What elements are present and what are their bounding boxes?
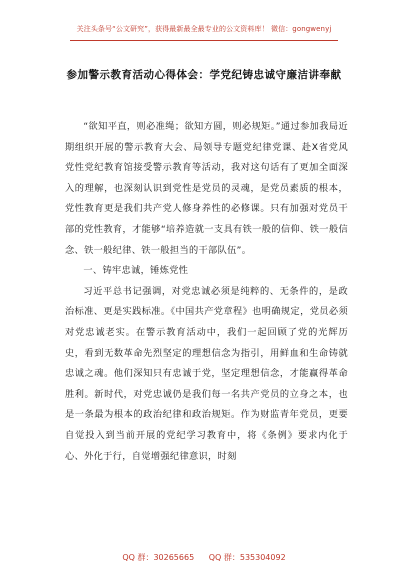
- document-title: 参加警示教育活动心得体会：学党纪铸忠诚守廉洁讲奉献: [66, 69, 342, 81]
- footer-qq-group-1: QQ 群：30265665: [122, 553, 195, 562]
- section-heading: 一、铸牢忠诚，锤炼党性: [83, 265, 189, 277]
- intro-paragraph: “欲知平直，则必准绳；欲知方圆，则必规矩。”通过参加我局近期组织开展的警示教育大会、局领导专题党纪律党课、赴X省党风党性党纪教育馆接受警示教育等活动，我对这句话有了更加全面深入的理解，也深刻认识到党性是党员的灵魂，是党员素质的根本，党性教育更是我们共产党人修身养性的必修课。只有加强对党员干部的党性教育，才能够“培养造就一支具有铁一般的信仰、铁一般信念、铁一般纪律、铁一般担当的干部队伍”。: [65, 121, 348, 256]
- header-banner: 关注头条号“公文研究”，获得最新最全最专业的公文资料库！ 微信：gongwenyj: [76, 25, 332, 33]
- document-body: [65, 117, 348, 467]
- footer-qq-group-2: QQ 群：535304092: [208, 553, 286, 562]
- header-divider: [70, 40, 338, 41]
- footer-contact: [0, 552, 408, 563]
- section-paragraph: 习近平总书记强调，对党忠诚必须是纯粹的、无条件的，是政治标准、更是实践标准。《中国共产党章程》也明确规定，党员必须对党忠诚老实。在警示教育活动中，我们一起回顾了党的光辉历史，看到无数革命先烈坚定的理想信念为指引，用鲜血和生命铸就忠诚之魂。他们深知只有忠诚于党，坚定理想信念，才能赢得革命胜利。新时代，对党忠诚仍是我们每一名共产党员的立身之本，也是一条最为根本的政治纪律和政治规矩。作为财监青年党员，更要自觉投入到当前开展的党纪学习教育中，将《条例》要求内化于心、外化于行，自觉增强纪律意识，时刻: [65, 285, 348, 462]
